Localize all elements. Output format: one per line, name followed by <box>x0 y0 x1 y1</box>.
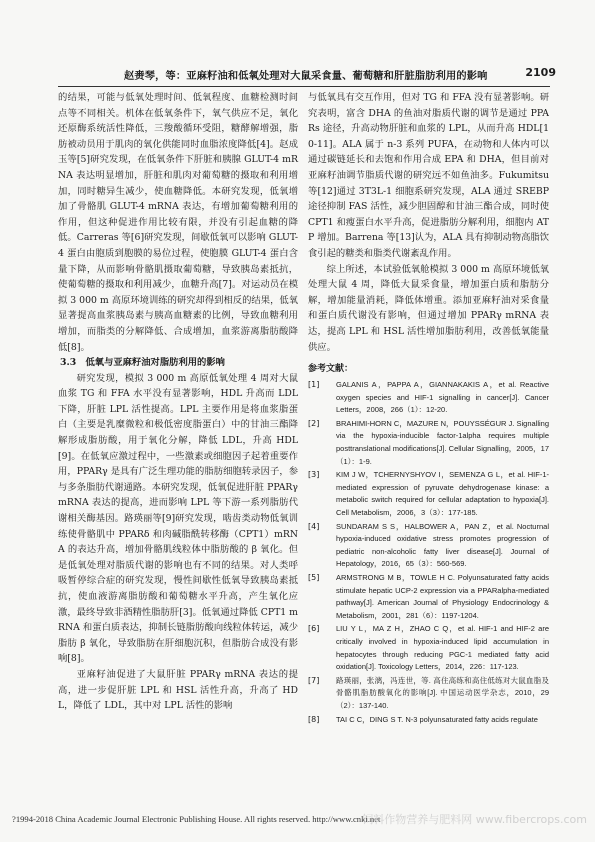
section-heading: 3.3 低氧与亚麻籽油对脂肪利用的影响 <box>60 357 225 369</box>
reference-item <box>308 675 549 713</box>
reference-number: [7] <box>308 675 320 685</box>
right-column <box>308 90 549 727</box>
body-paragraph: 亚麻籽油促进了大鼠肝脏 PPARγ mRNA 表达的提高，进一步促肝脏 LPL 和 HSL 活性升高，升高了 HDL，降低了 LDL，其中对 LPL 活性的影响 <box>58 668 298 712</box>
running-header <box>58 64 556 87</box>
reference-item <box>308 418 549 468</box>
reference-item <box>308 521 549 571</box>
header-title: 赵赉琴，等：亚麻籽油和低氧处理对大鼠采食量、葡萄糖和肝脏脂肪利用的影响 <box>124 70 488 82</box>
reference-item <box>308 379 549 417</box>
left-column <box>58 90 298 714</box>
reference-item <box>308 714 549 727</box>
reference-text: BRAHIMI-HORN C，MAZURE N，POUYSSÉGUR J. Signalling via the hypoxia-inducible factor-1alpha requires multiple posttranslational modifications[J]. Cellular Signalling，2005，17（1）：1-9. <box>336 418 549 466</box>
reference-text: GALANIS A，PAPPA A，GIANNAKAKIS A，et al. Reactive oxygen species and HIF-1 signalling in cancer[J]. Cancer Letters，2008，266（1）：12-20. <box>336 380 549 415</box>
reference-number: [4] <box>308 521 320 531</box>
references-title: 参考文献： <box>308 364 354 375</box>
conclusion-paragraph: 综上所述，本试验低氧舱模拟 3 000 m 高原环境低氧处理大鼠 4 周，降低大鼠采食量，增加蛋白质和脂肪分解，增加能量消耗，降低体增重。添加亚麻籽油对采食量和蛋白质代谢没有影响，但通过增加 PPARγ mRNA 表达，提高 LPL 和 HSL 活性增加脂肪利用，改善低氧能量供应。 <box>308 263 549 353</box>
footer-watermark: 饲料作物营养与肥料网 www.fibercrops.com <box>362 813 587 826</box>
footer-copyright: ?1994-2018 China Academic Journal Electronic Publishing House. All rights reserved. http://www.cnki.net <box>12 814 381 824</box>
body-paragraph: 研究发现，模拟 3 000 m 高原低氧处理 4 周对大鼠血浆 TG 和 FFA 水平没有显著影响，HDL 升高而 LDL 下降，肝脏 LPL 活性提高。LPL 主要作用是将血浆脂蛋白（主要是乳糜微粒和极低密度脂蛋白）中的甘油三酯降解形成脂肪酸，用于氧化分解，降低 LDL，升高 HDL[9]。在低氧应激过程中，一些激素或细胞因子起着重要作用，PPARγ 是具有广泛生理功能的脂肪细胞转录因子，参与多条脂肪代谢通路。本研究发现，低氧促进肝脏 PPARγ mRNA 表达的提高，进而影响 LPL 等下游一系列脂肪代谢相关酶基因。路瑛丽等[9]研究发现，啮齿类动物低氧训练使骨骼肌中 PPARδ 和肉碱脂酰转移酶（CPT1）mRNA 的表达升高，增加骨骼肌线粒体中脂肪酸的 β 氧化。但是低氧处理对脂质代谢的影响也有不同的结果。对人类呼吸暂停综合症的研究发现，慢性间歇性低氧导致胰岛素抵抗，使血液游离脂肪酸和葡萄糖水平升高，产生氧化应激，最终导致非酒精性脂肪肝[3]。低氧通过降低 CPT1 mRNA 和蛋白质表达，抑制长链脂肪酸向线粒体转运，减少脂肪 β 氧化，导致脂肪在肝细胞沉积，但脂肪合成没有影响[8]。 <box>58 372 298 665</box>
reference-item <box>308 469 549 519</box>
reference-number: [2] <box>308 418 320 428</box>
reference-number: [5] <box>308 573 320 582</box>
reference-item <box>308 623 549 673</box>
reference-number: [1] <box>308 380 320 390</box>
reference-number: [8] <box>308 714 320 724</box>
body-paragraph: 的结果，可能与低氧处理时间、低氧程度、血糖检测时间点等不同相关。机体在低氧条件下，氧气供应不足，氧化还原酶系统活性降低，三羧酸循环受阻，糖酵解增强，脂肪被动员用于肌肉的氧化供能同时血脂浓度降低[4]。赵成玉等[5]研究发现，在低氧条件下肝脏和胰腺 GLUT-4 mRNA 表达明显增加，肝脏和肌肉对葡萄糖的摄取和利用增加，同时糖异生减少，使血糖降低。本研究发现，低氧增加了骨骼肌 GLUT-4 mRNA 表达，有增加葡萄糖利用的作用，但这种促进作用比较有限，并没有引起血糖的降低。Carreras 等[6]研究发现，间歇低氧可以影响 GLUT-4 蛋白由胞质到胞膜的易位过程，使胞膜 GLUT-4 蛋白含量下降，从而影响骨骼肌摄取葡萄糖，导致胰岛素抵抗，使葡萄糖的摄取和利用减少，血糖升高[7]。对运动员在模拟 3 000 m 高原环境训练的研究却得到相反的结果，低氧显著提高血浆胰岛素与胰高血糖素的比例，导致血糖利用增加，而脂类的分解降低、合成增加，血浆游离脂肪酸降低[8]。 <box>58 92 298 353</box>
reference-text: 路瑛丽，张漓，冯连世，等. 高住高练和高住低练对大鼠血脂及骨骼肌脂肪酸氧化的影响[J]. 中国运动医学杂志，2010，29（2）：137-140. <box>336 675 549 710</box>
body-paragraph: 与低氧具有交互作用，但对 TG 和 FFA 没有显著影响。研究表明，富含 DHA 的鱼油对脂质代谢的调节是通过 PPARs 途径，升高动物肝脏和血浆的 LPL，从而升高 HDL[10-11]。ALA 属于 n-3 系列 PUFA，在动物和人体内可以通过碳链延长和去饱和作用合成 EPA 和 DHA，但目前对亚麻籽油调节脂质代谢的研究远不如鱼油多。Fukumitsu 等[12]通过 3T3L-1 细胞系研究发现，ALA 通过 SREBP 途径抑制 FAS 活性，减少胆固醇和甘油三酯合成，同时使 CPT1 和瘦蛋白水平升高，促进脂肪分解利用，细胞内 ATP 增加。Barrena 等[13]认为，ALA 具有抑制动物高脂饮食引起的糖类和脂类代谢紊乱作用。 <box>308 92 549 259</box>
reference-item <box>308 572 549 622</box>
page-number: 2109 <box>525 66 556 79</box>
reference-number: [6] <box>308 624 320 634</box>
page-footer <box>0 810 595 830</box>
reference-text: LIU Y L，MA Z H，ZHAO C Q，et al. HIF-1 and HIF-2 are critically involved in hypoxia-induced lipid accumulation in hepatocytes through reducing PGC-1 mediated fatty acid oxidation[J]. Toxicology Letters，2014，226：117-123. <box>336 624 549 672</box>
references-list <box>308 379 549 726</box>
reference-text: ARMSTRONG M B，TOWLE H C. Polyunsaturated fatty acids stimulate hepatic UCP-2 expression via a PPARalpha-mediated pathway[J]. American Journal of Physiology Endocrinology & Metabolism，2001，281（6）：1197-1204. <box>336 573 549 620</box>
reference-text: KIM J W，TCHERNYSHYOV I，SEMENZA G L，et al. HIF-1-mediated expression of pyruvate dehydrogenase kinase: a metabolic switch required for cellular adaptation to hypoxia[J]. Cell Metabolism，2006，3（3）：177-185. <box>336 470 549 518</box>
reference-text: TAI C C，DING S T. N-3 polyunsaturated fatty acids regulate <box>336 714 538 724</box>
reference-text: SUNDARAM S S，HALBOWER A，PAN Z，et al. Nocturnal hypoxia-induced oxidative stress promotes progression of pediatric non-alcoholic fatty liver disease[J]. Journal of Hepatology，2016，65（3）：560-569. <box>336 521 549 569</box>
reference-number: [3] <box>308 470 320 480</box>
